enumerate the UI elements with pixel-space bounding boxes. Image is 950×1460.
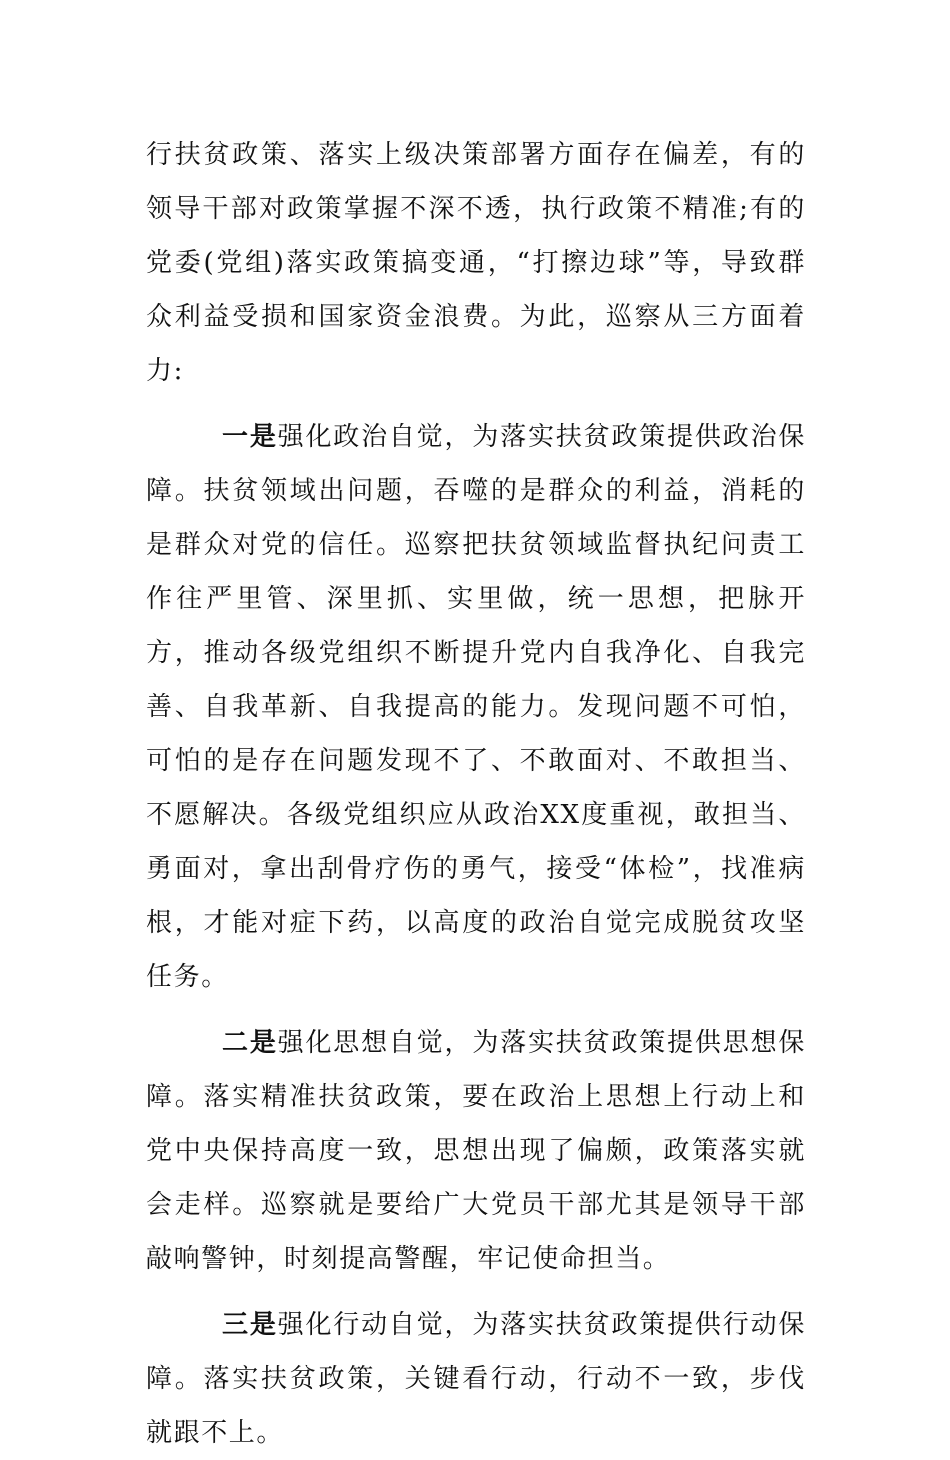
- paragraph-text: 强化思想自觉，为落实扶贫政策提供思想保障。落实精准扶贫政策，要在政治上思想上行动上和党中央保持高度一致，思想出现了偏颇，政策落实就会走样。巡察就是要给广大党员干部尤其是领导干部敲响警钟，时刻提高警醒，牢记使命担当。: [146, 1028, 806, 1274]
- paragraph-text: 行扶贫政策、落实上级决策部署方面存在偏差，有的领导干部对政策掌握不深不透，执行政策不精准;有的党委(党组)落实政策搞变通，“打擦边球”等，导致群众利益受损和国家资金浪费。为此，巡察从三方面着力:: [146, 140, 806, 386]
- document-body: [146, 128, 806, 1460]
- paragraph-intro: [146, 128, 806, 398]
- paragraph-text: 强化行动自觉，为落实扶贫政策提供行动保障。落实扶贫政策，关键看行动，行动不一致，步伐就跟不上。: [146, 1310, 806, 1448]
- paragraph-point-3: [146, 1298, 806, 1460]
- paragraph-lead: 二是: [222, 1028, 278, 1058]
- paragraph-lead: 三是: [222, 1310, 278, 1340]
- paragraph-point-2: [146, 1016, 806, 1286]
- paragraph-point-1: [146, 410, 806, 1004]
- paragraph-lead: 一是: [222, 422, 278, 452]
- paragraph-text: 强化政治自觉，为落实扶贫政策提供政治保障。扶贫领域出问题，吞噬的是群众的利益，消耗的是群众对党的信任。巡察把扶贫领域监督执纪问责工作往严里管、深里抓、实里做，统一思想，把脉开方，推动各级党组织不断提升党内自我净化、自我完善、自我革新、自我提高的能力。发现问题不可怕，可怕的是存在问题发现不了、不敢面对、不敢担当、不愿解决。各级党组织应从政治XX度重视，敢担当、勇面对，拿出刮骨疗伤的勇气，接受“体检”，找准病根，才能对症下药，以高度的政治自觉完成脱贫攻坚任务。: [146, 422, 806, 992]
